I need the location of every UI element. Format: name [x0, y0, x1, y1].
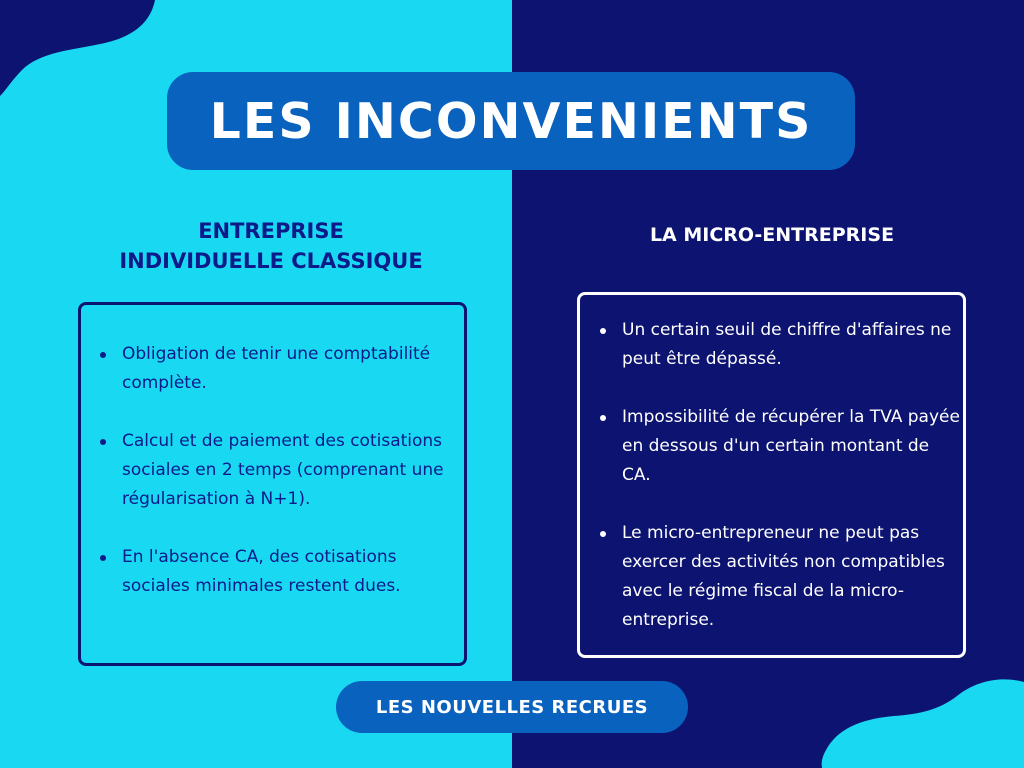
right-bullet-list	[600, 316, 960, 664]
list-item	[100, 340, 462, 398]
list-item-text: Impossibilité de récupérer la TVA payée en dessous d'un certain montant de CA.	[622, 407, 960, 485]
left-column-heading	[90, 216, 452, 276]
bullet-dot-icon	[600, 415, 606, 421]
bullet-dot-icon	[100, 352, 106, 358]
left-bullet-list	[100, 340, 462, 630]
left-heading-line-1: ENTREPRISE	[198, 219, 344, 243]
list-item-text: Un certain seuil de chiffre d'affaires ne peut être dépassé.	[622, 320, 952, 369]
list-item-text: Le micro-entrepreneur ne peut pas exercer des activités non compatibles avec le régime fiscal de la micro-entreprise.	[622, 523, 945, 630]
list-item-text: En l'absence CA, des cotisations sociales minimales restent dues.	[122, 547, 401, 596]
list-item	[600, 519, 960, 635]
bullet-dot-icon	[600, 531, 606, 537]
list-item-text: Obligation de tenir une comptabilité complète.	[122, 344, 431, 393]
bottom-right-decorative-blob	[812, 672, 1024, 768]
list-item	[600, 316, 960, 374]
page-title	[167, 72, 855, 170]
list-item	[100, 427, 462, 514]
bullet-dot-icon	[100, 439, 106, 445]
top-left-decorative-blob	[0, 0, 170, 100]
right-column-heading: LA MICRO-ENTREPRISE	[649, 224, 895, 246]
list-item	[600, 403, 960, 490]
left-heading-line-2: INDIVIDUELLE CLASSIQUE	[119, 249, 423, 273]
list-item	[100, 543, 462, 601]
footer-badge-text: LES NOUVELLES RECRUES	[375, 696, 649, 718]
bullet-dot-icon	[100, 555, 106, 561]
bullet-dot-icon	[600, 328, 606, 334]
page-title-text: LES INCONVENIENTS	[209, 92, 813, 150]
list-item-text: Calcul et de paiement des cotisations sociales en 2 temps (comprenant une régularisation à N+1).	[122, 431, 444, 509]
footer-badge	[336, 681, 688, 733]
